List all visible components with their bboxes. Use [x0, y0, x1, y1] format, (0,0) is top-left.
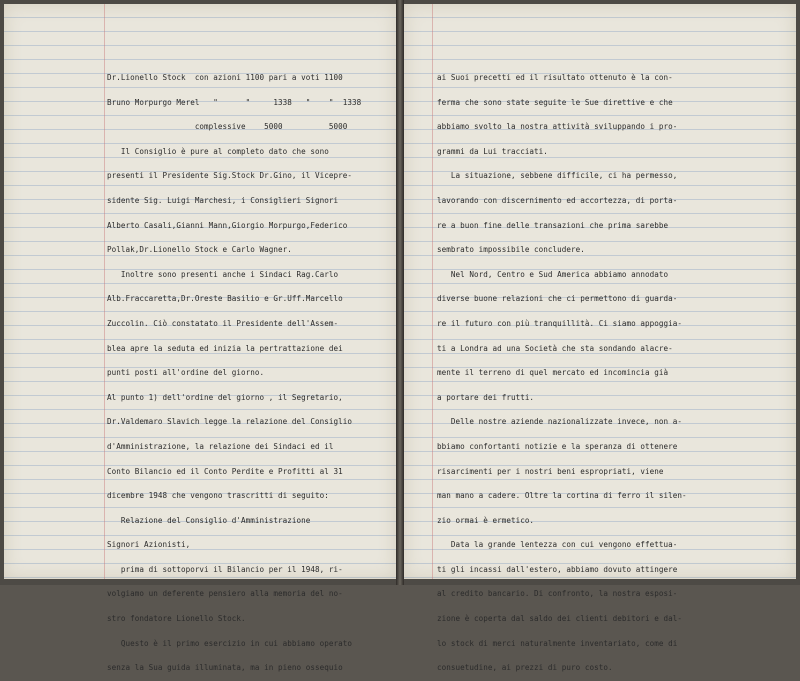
- text-line: Conto Bilancio ed il Conto Perdite e Profitti al 31: [107, 466, 343, 476]
- text-line: re il futuro con più tranquillità. Ci siamo appoggia-: [437, 318, 682, 328]
- text-line: Delle nostre aziende nazionalizzate invece, non a-: [437, 417, 682, 427]
- text-line: diverse buone relazioni che ci permettono di guarda-: [437, 294, 678, 304]
- text-line: Dr.Lionello Stock con azioni 1100 pari a voti 1100: [107, 73, 343, 82]
- text-line: Il Consiglio è pure al completo dato che sono: [107, 146, 329, 156]
- text-line: lo stock di merci naturalmente inventariato, come di: [437, 638, 678, 648]
- text-line: Al punto 1) dell'ordine del giorno , il Segretario,: [107, 392, 343, 402]
- text-line: consuetudine, ai prezzi di puro costo.: [437, 663, 613, 673]
- text-line: dicembre 1948 che vengono trascritti di seguito:: [107, 491, 329, 501]
- text-line: complessive 5000 5000: [107, 122, 348, 132]
- text-line: volgiamo un deferente pensiero alla memoria del no-: [107, 589, 343, 599]
- text-line: ti gli incassi dall'estero, abbiamo dovuto attingere: [437, 564, 678, 574]
- left-page-text: [107, 66, 361, 681]
- text-line: sembrato impossibile concludere.: [437, 245, 585, 255]
- text-line: zio ormai è ermetico.: [437, 515, 535, 525]
- text-line: Dr.Valdemaro Slavich legge la relazione del Consiglio: [107, 417, 352, 427]
- text-line: a portare dei frutti.: [437, 392, 535, 402]
- left-page: [4, 4, 396, 673]
- right-page-text: [437, 66, 687, 681]
- text-line: al credito bancario. Di confronto, la nostra esposi-: [437, 589, 678, 599]
- text-line: man mano a cadere. Oltre la cortina di ferro il silen-: [437, 491, 687, 501]
- text-line: senza la Sua guida illuminata, ma in pieno ossequio: [107, 663, 343, 673]
- text-line: sidente Sig. Luigi Marchesi, i Consiglieri Signori: [107, 195, 339, 205]
- text-line: Alb.Fraccaretta,Dr.Oreste Basilio e Gr.Uff.Marcello: [107, 294, 343, 304]
- text-line: Zuccolin. Ciò constatato il Presidente dell'Assem-: [107, 318, 339, 328]
- text-line: grammi da Lui tracciati.: [437, 146, 548, 156]
- text-line: risarcimenti per i nostri beni espropriati, viene: [437, 466, 664, 476]
- text-line: blea apre la seduta ed inizia la pertrattazione dei: [107, 343, 343, 353]
- right-page: [404, 4, 796, 673]
- text-line: Inoltre sono presenti anche i Sindaci Rag.Carlo: [107, 269, 339, 279]
- text-line: d'Amministrazione, la relazione dei Sindaci ed il: [107, 441, 334, 451]
- binding-gutter: [396, 0, 404, 585]
- text-line: presenti il Presidente Sig.Stock Dr.Gino, il Vicepre-: [107, 171, 352, 181]
- text-line: Bruno Morpurgo Merel " " 1338 " " 1338: [107, 97, 362, 107]
- text-line: mente il terreno di quel mercato ed incomincia già: [437, 368, 669, 378]
- text-line: Alberto Casali,Gianni Mann,Giorgio Morpurgo,Federico: [107, 220, 348, 230]
- text-line: Signori Azionisti,: [107, 540, 191, 550]
- text-line: zione è coperta dal saldo dei clienti debitori e dal-: [437, 614, 682, 624]
- text-line: bbiamo confortanti notizie e la speranza di ottenere: [437, 441, 678, 451]
- text-line: re a buon fine delle transazioni che prima sarebbe: [437, 220, 669, 230]
- text-line: ti a Londra ad una Società che sta sondando alacre-: [437, 343, 673, 353]
- text-line: Data la grande lentezza con cui vengono effettua-: [437, 540, 678, 550]
- text-line: Questo è il primo esercizio in cui abbiamo operato: [107, 638, 352, 648]
- text-line: Relazione del Consiglio d'Amministrazione: [107, 515, 311, 525]
- text-line: prima di sottoporvi il Bilancio per il 1948, ri-: [107, 564, 343, 574]
- margin-rule: [432, 4, 433, 579]
- text-line: ai Suoi precetti ed il risultato ottenuto è la con-: [437, 73, 673, 82]
- text-line: Nel Nord, Centro e Sud America abbiamo annodato: [437, 269, 669, 279]
- margin-rule: [104, 4, 105, 579]
- text-line: La situazione, sebbene difficile, ci ha permesso,: [437, 171, 678, 181]
- text-line: ferma che sono state seguite le Sue direttive e che: [437, 97, 673, 107]
- text-line: punti posti all'ordine del giorno.: [107, 368, 265, 378]
- text-line: lavorando con discernimento ed accortezza, di porta-: [437, 195, 678, 205]
- text-line: stro fondatore Lionello Stock.: [107, 614, 246, 624]
- text-line: Pollak,Dr.Lionello Stock e Carlo Wagner.: [107, 245, 292, 255]
- text-line: abbiamo svolto la nostra attività sviluppando i pro-: [437, 122, 678, 132]
